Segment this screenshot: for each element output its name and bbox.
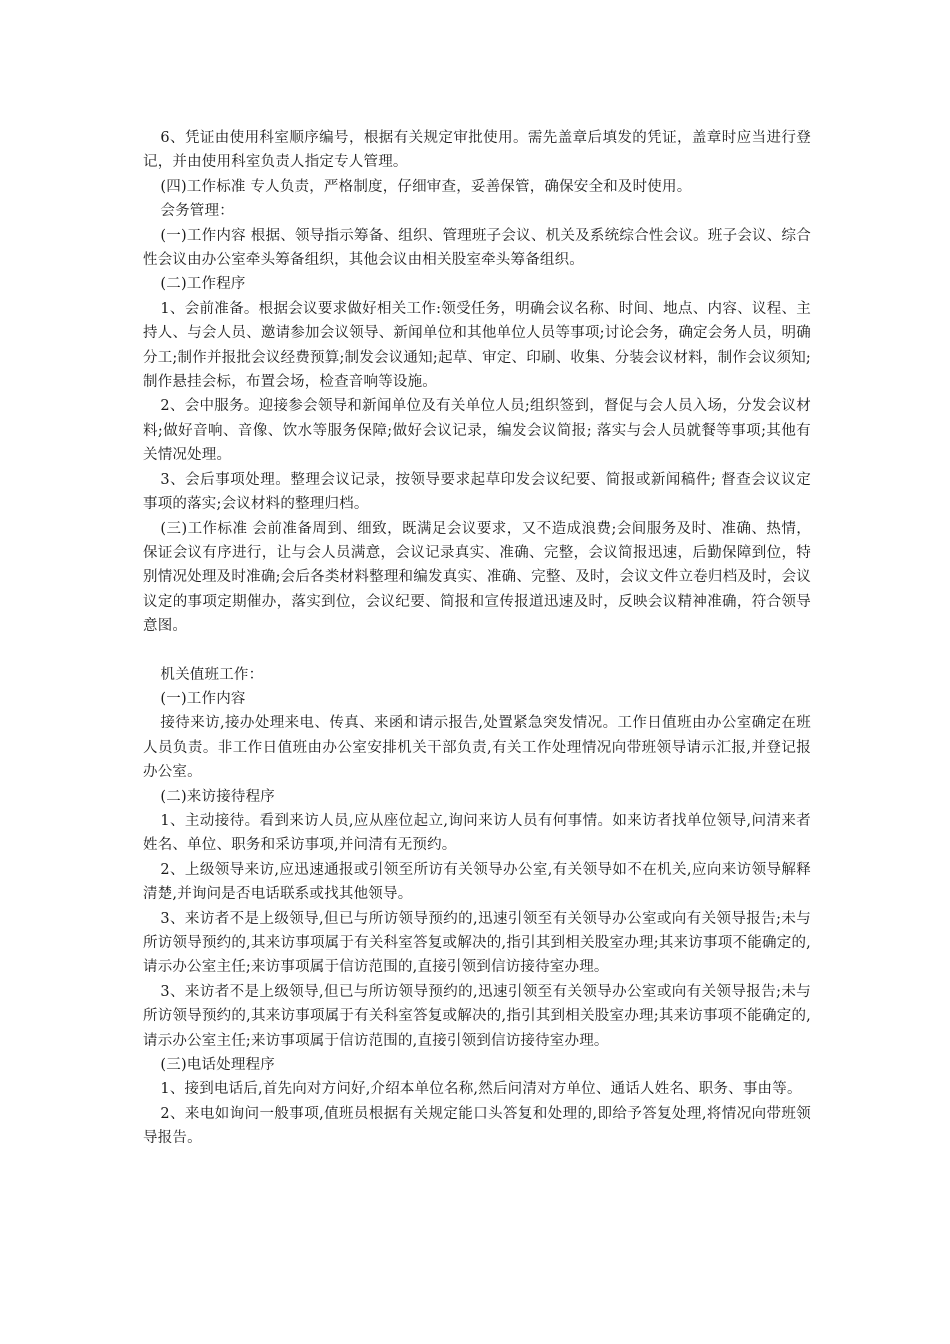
paragraph-non-superior-visit-1: 3、来访者不是上级领导,但已与所访领导预约的,迅速引领至有关领导办公室或向有关领导报告;未与所访领导预约的,其来访事项属于有关科室答复或解决的,指引其到相关股室办理;其来访事项不能确定的,请示办公室主任;来访事项属于信访范围的,直接引领到信访接待室办理。 — [143, 910, 811, 976]
subheading-work-procedure: (二)工作程序 — [160, 276, 246, 293]
paragraph-voucher-numbering: 6、凭证由使用科室顺序编号，根据有关规定审批使用。需先盖章后填发的凭证，盖章时应当进行登记，并由使用科室负责人指定专人管理。 — [143, 130, 811, 171]
paragraph-post-meeting-handling: 3、会后事项处理。整理会议记录，按领导要求起草印发会议纪要、简报或新闻稿件; 督查会议议定事项的落实;会议材料的整理归档。 — [143, 471, 811, 513]
paragraph-duty-work-content: 接待来访,接办处理来电、传真、来函和请示报告,处置紧急突发情况。工作日值班由办公室确定在班人员负责。非工作日值班由办公室安排机关干部负责,有关工作处理情况向带班领导请示汇报,并登记报办公室。 — [143, 715, 811, 781]
subheading-phone-handling: (三)电话处理程序 — [160, 1057, 276, 1074]
section-heading-duty-work: 机关值班工作： — [160, 666, 264, 683]
paragraph-meeting-work-content: (一)工作内容 根据、领导指示筹备、组织、管理班子会议、机关及系统综合性会议。班子会议、综合性会议由办公室牵头筹备组织，其他会议由相关股室牵头筹备组织。 — [143, 227, 811, 269]
paragraph-in-meeting-service: 2、会中服务。迎接参会领导和新闻单位及有关单位人员;组织签到，督促与会人员入场，分发会议材料;做好音响、音像、饮水等服务保障;做好会议记录，编发会议简报; 落实与会人员就餐等事项;其他有关情况处理。 — [143, 398, 811, 464]
paragraph-non-superior-visit-2: 3、来访者不是上级领导,但已与所访领导预约的,迅速引领至有关领导办公室或向有关领导报告;未与所访领导预约的,其来访事项属于有关科室答复或解决的,指引其到相关股室办理;其来访事项不能确定的,请示办公室主任;来访事项属于信访范围的,直接引领到信访接待室办理。 — [143, 983, 811, 1049]
paragraph-superior-visit: 2、上级领导来访,应迅速通报或引领至所访有关领导办公室,有关领导如不在机关,应向来访领导解释清楚,并询问是否电话联系或找其他领导。 — [143, 861, 811, 903]
section-gap — [143, 639, 811, 663]
paragraph-meeting-work-standard: (三)工作标准 会前准备周到、细致，既满足会议要求，又不造成浪费;会间服务及时、准确、热情，保证会议有序进行，让与会人员满意，会议记录真实、准确、完整，会议简报迅速，后勤保障到位，特别情况处理及时准确;会后各类材料整理和编发真实、准确、完整、及时，会议文件立卷归档及时，会议议定的事项定期催办，落实到位，会议纪要、简报和宣传报道迅速及时，反映会议精神准确，符合领导意图。 — [143, 520, 811, 635]
subheading-duty-work-content: (一)工作内容 — [160, 690, 246, 707]
paragraph-work-standard-4: (四)工作标准 专人负责，严格制度，仔细审查，妥善保管，确保安全和及时使用。 — [160, 178, 692, 195]
paragraph-phone-general-inquiry: 2、来电如询问一般事项,值班员根据有关规定能口头答复和处理的,即给予答复处理,将情况向带班领导报告。 — [143, 1105, 811, 1147]
subheading-visitor-reception: (二)来访接待程序 — [160, 788, 276, 805]
paragraph-pre-meeting-preparation: 1、会前准备。根据会议要求做好相关工作:领受任务，明确会议名称、时间、地点、内容、议程、主持人、与会人员、邀请参加会议领导、新闻单位和其他单位人员等事项;讨论会务，确定会务人员，明确分工;制作并报批会议经费预算;制发会议通知;起草、审定、印刷、收集、分装会议材料，制作会议须知;制作悬挂会标，布置会场，检查音响等设施。 — [143, 300, 811, 391]
paragraph-phone-greeting: 1、接到电话后,首先向对方问好,介绍本单位名称,然后问清对方单位、通话人姓名、职务、事由等。 — [160, 1081, 802, 1098]
document-body — [143, 126, 811, 1151]
section-heading-meeting-management: 会务管理： — [160, 203, 234, 220]
paragraph-active-reception: 1、主动接待。看到来访人员,应从座位起立,询问来访人员有何事情。如来访者找单位领导,问清来者姓名、单位、职务和采访事项,并问清有无预约。 — [143, 812, 811, 854]
